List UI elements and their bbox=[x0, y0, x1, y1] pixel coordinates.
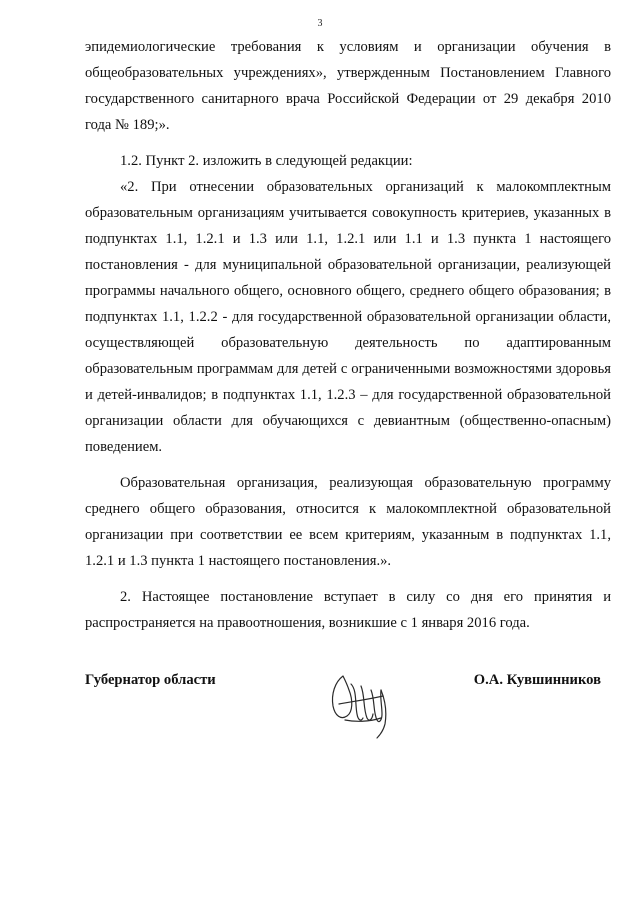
signatory-name: О.А. Кувшинников bbox=[473, 672, 601, 688]
paragraph-effective-date: 2. Настоящее постановление вступает в силу со дня его принятия и распространяется на правоотношения, возникшие с 1 января 2016 года. bbox=[85, 589, 611, 631]
paragraph-clause-2: «2. При отнесении образовательных организаций к малокомплектным образовательным организациям учитывается совокупность критериев, указанных в подпунктах 1.1, 1.2.1 и 1.3 или 1.1, 1.2.1 или 1.1 и 1.3 пункта 1 настоящего постановления - для муниципальной образовательной организации, реализующей программы начального общего, основного общего, среднего общего образования; в подпунктах 1.1, 1.2.2 - для государственной образовательной организации области, осуществляющей образовательную деятельность по адаптированным образовательным программам для детей с ограниченными возможностями здоровья и детей-инвалидов; в подпунктах 1.1, 1.2.3 – для государственной образовательной организации области для обучающихся с девиантным (общественно-опасным) поведением. bbox=[85, 179, 611, 455]
document-body bbox=[85, 34, 611, 636]
signatory-position: Губернатор области bbox=[85, 672, 216, 688]
handwritten-signature bbox=[325, 660, 405, 740]
paragraph-secondary-education: Образовательная организация, реализующая образовательную программу среднего общего образования, относится к малокомплектной образовательной организации при соответствии ее всем критериям, указанным в подпунктах 1.1, 1.2.1 и 1.3 пункта 1 настоящего постановления.». bbox=[85, 475, 611, 569]
page-number: 3 bbox=[317, 18, 323, 29]
paragraph-continuation: эпидемиологические требования к условиям и организации обучения в общеобразовательных учреждениях», утвержденным Постановлением Главного государственного санитарного врача Российской Федерации от 29 декабря 2010 года № 189;». bbox=[85, 39, 611, 133]
signature-block bbox=[85, 660, 611, 740]
paragraph-amendment-heading: 1.2. Пункт 2. изложить в следующей редакции: bbox=[120, 153, 413, 169]
